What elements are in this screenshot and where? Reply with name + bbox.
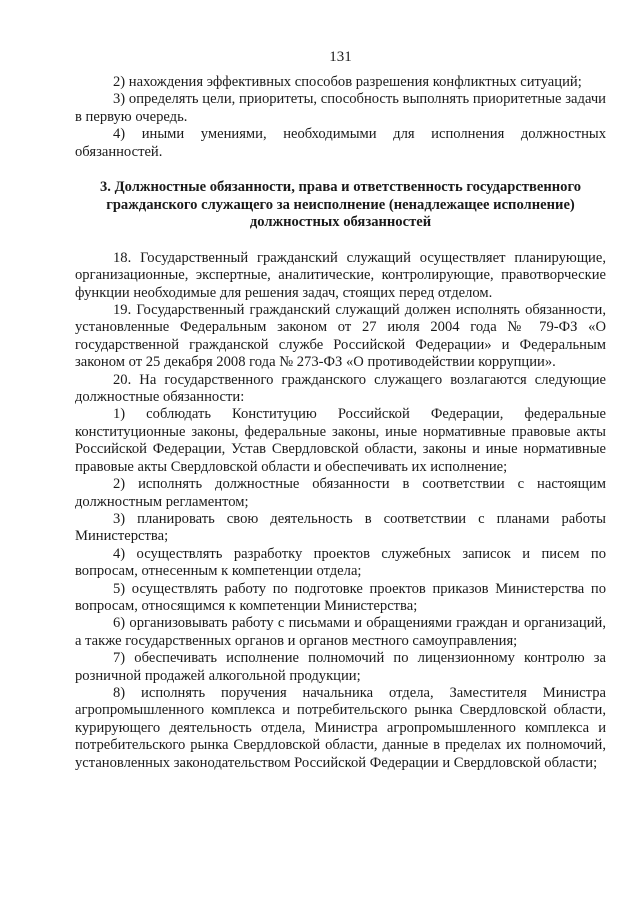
duty-item-1: 1) соблюдать Конституцию Российской Федерации, федеральные конституционные законы, федеральные законы, иные нормативные правовые акты Российской Федерации, Устав Свердловской области, законы и иные нормативные правовые акты Свердловской области и обеспечивать их исполнение; (75, 406, 606, 475)
paragraph-18: 18. Государственный гражданский служащий осуществляет планирующие, организационные, экспертные, аналитические, контролирующие, правотворческие функции необходимые для решения задач, стоящих перед отделом. (75, 249, 606, 301)
intro-item-4: 4) иными умениями, необходимыми для исполнения должностных обязанностей. (75, 126, 606, 160)
duty-item-2: 2) исполнять должностные обязанности в соответствии с настоящим должностным регламентом; (75, 476, 606, 510)
section-heading: 3. Должностные обязанности, права и ответственность государственного гражданского служащего за неисполнение (ненадлежащее исполнение) должностных обязанностей (99, 179, 582, 231)
paragraph-19: 19. Государственный гражданский служащий должен исполнять обязанности, установленные Федеральным законом от 27 июля 2004 года № 79-ФЗ «О государственной гражданской службе Российской Федерации» и Федеральным законом от 25 декабря 2008 года № 273-ФЗ «О противодействии коррупции». (75, 302, 606, 371)
duty-item-6: 6) организовывать работу с письмами и обращениями граждан и организаций, а также государственных органов и органов местного самоуправления; (75, 615, 606, 649)
duty-item-8: 8) исполнять поручения начальника отдела, Заместителя Министра агропромышленного комплекса и потребительского рынка Свердловской области, курирующего деятельность отдела, Министра агропромышленного комплекса и потребительского рынка Свердловской области, данные в пределах их полномочий, установленных законодательством Российской Федерации и Свердловской области; (75, 684, 606, 771)
duty-item-5: 5) осуществлять работу по подготовке проектов приказов Министерства по вопросам, относящимся к компетенции Министерства; (75, 580, 606, 614)
duty-item-7: 7) обеспечивать исполнение полномочий по лицензионному контролю за розничной продажей алкогольной продукции; (75, 650, 606, 684)
page-number: 131 (329, 49, 352, 65)
intro-item-3: 3) определять цели, приоритеты, способность выполнять приоритетные задачи в первую очередь. (75, 91, 606, 125)
intro-item-2: 2) нахождения эффективных способов разрешения конфликтных ситуаций; (113, 74, 582, 90)
document-page (75, 48, 606, 772)
duty-item-3: 3) планировать свою деятельность в соответствии с планами работы Министерства; (75, 510, 606, 545)
paragraph-20: 20. На государственного гражданского служащего возлагаются следующие должностные обязанности: (75, 371, 606, 406)
duty-item-4: 4) осуществлять разработку проектов служебных записок и писем по вопросам, отнесенным к компетенции отдела; (75, 545, 606, 580)
